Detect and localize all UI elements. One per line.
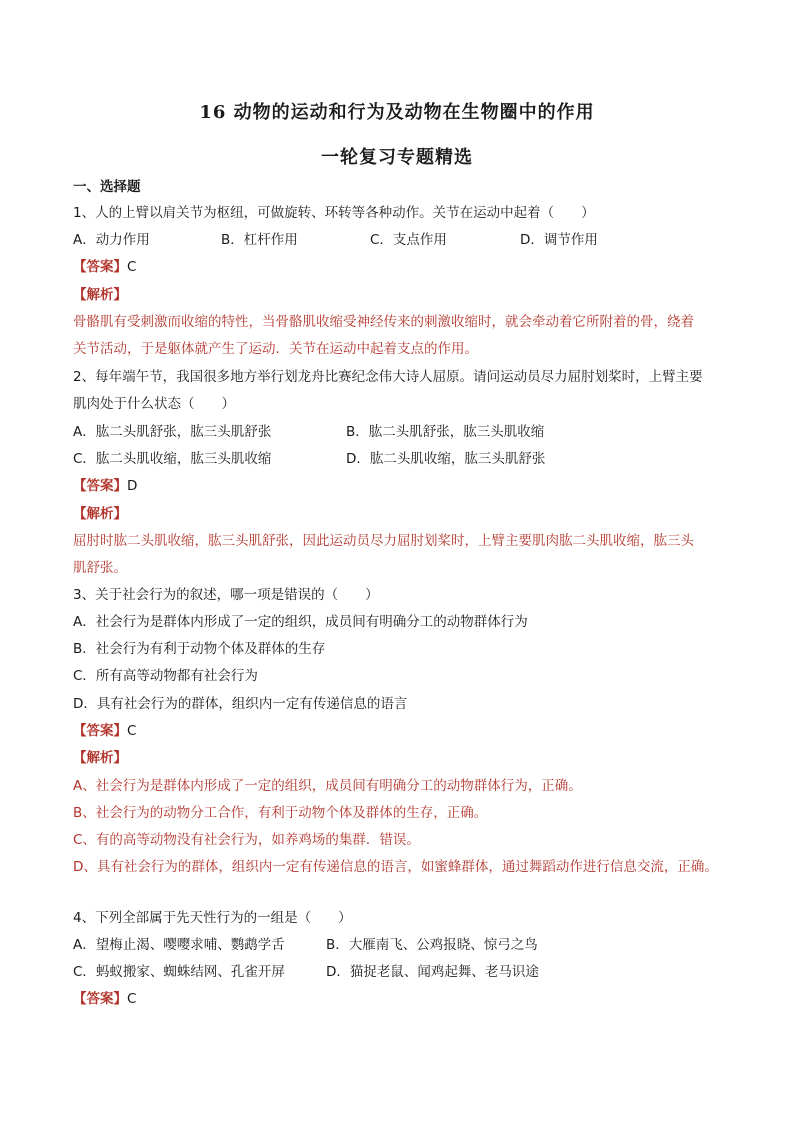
answer-tag: 【答案】	[73, 723, 127, 739]
question-1-option-b: B．杠杆作用	[221, 232, 298, 248]
question-2-analysis-line: 屈肘时肱二头肌收缩，肱三头肌舒张，因此运动员尽力屈肘划桨时，上臂主要肌肉肱二头肌收缩，肱三头	[73, 533, 694, 549]
question-4-answer	[73, 993, 136, 1007]
answer-tag: 【答案】	[73, 991, 127, 1007]
question-4-stem: 4、下列全部属于先天性行为的一组是（ ）	[73, 910, 352, 926]
question-2-analysis-tag: 【解析】	[73, 506, 127, 522]
document-title: 16 动物的运动和行为及动物在生物圈中的作用	[199, 102, 595, 123]
question-1-answer	[73, 261, 136, 275]
question-3-option-b: B．社会行为有利于动物个体及群体的生存	[73, 641, 326, 657]
question-3-option-c: C．所有高等动物都有社会行为	[73, 668, 258, 684]
question-3-analysis-line: B、社会行为的动物分工合作，有利于动物个体及群体的生存，正确。	[73, 805, 488, 821]
answer-value: D	[127, 478, 138, 494]
question-2-option-a: A．肱二头肌舒张，肱三头肌舒张	[73, 424, 272, 440]
question-4-option-b: B．大雁南飞、公鸡报晓、惊弓之鸟	[326, 937, 538, 953]
question-2-answer	[73, 480, 137, 494]
question-2-stem: 2、每年端午节，我国很多地方举行划龙舟比赛纪念伟大诗人屈原。请问运动员尽力屈肘划桨时，上臂主要	[73, 369, 703, 385]
question-3-stem: 3、关于社会行为的叙述，哪一项是错误的（ ）	[73, 587, 379, 603]
question-1-option-a: A．动力作用	[73, 232, 150, 248]
question-1-analysis-tag: 【解析】	[73, 287, 127, 303]
question-1-stem: 1、人的上臂以肩关节为枢纽，可做旋转、环转等各种动作。关节在运动中起着（ ）	[73, 205, 595, 221]
answer-value: C	[127, 723, 137, 739]
question-2-stem: 肌肉处于什么状态（ ）	[73, 396, 235, 412]
question-2-option-b: B．肱二头肌舒张，肱三头肌收缩	[346, 424, 545, 440]
answer-value: C	[127, 991, 137, 1007]
question-3-option-d: D．具有社会行为的群体，组织内一定有传递信息的语言	[73, 696, 408, 712]
question-3-answer	[73, 725, 136, 739]
question-2-analysis-line: 肌舒张。	[73, 560, 127, 576]
question-4-option-d: D．猫捉老鼠、闻鸡起舞、老马识途	[326, 964, 539, 980]
answer-value: C	[127, 259, 137, 275]
question-3-option-a: A．社会行为是群体内形成了一定的组织，成员间有明确分工的动物群体行为	[73, 614, 528, 630]
question-2-option-c: C．肱二头肌收缩，肱三头肌收缩	[73, 451, 272, 467]
question-3-analysis-tag: 【解析】	[73, 750, 127, 766]
question-3-analysis-line: D、具有社会行为的群体，组织内一定有传递信息的语言，如蜜蜂群体，通过舞蹈动作进行信息交流，正确。	[73, 859, 718, 875]
question-1-option-d: D．调节作用	[520, 232, 598, 248]
answer-tag: 【答案】	[73, 259, 127, 275]
document-subtitle: 一轮复习专题精选	[321, 147, 473, 168]
question-4-option-c: C．蚂蚁搬家、蜘蛛结网、孔雀开屏	[73, 964, 285, 980]
question-1-analysis-line: 关节活动，于是躯体就产生了运动．关节在运动中起着支点的作用。	[73, 341, 478, 357]
question-1-analysis-line: 骨骼肌有受刺激而收缩的特性，当骨骼肌收缩受神经传来的刺激收缩时，就会牵动着它所附着的骨，绕着	[73, 314, 694, 330]
section-heading: 一、选择题	[73, 179, 141, 195]
question-4-option-a: A．望梅止渴、嘤嘤求哺、鹦鹉学舌	[73, 937, 285, 953]
question-1-option-c: C．支点作用	[370, 232, 447, 248]
question-2-option-d: D．肱二头肌收缩，肱三头肌舒张	[346, 451, 546, 467]
question-3-analysis-line: C、有的高等动物没有社会行为，如养鸡场的集群．错误。	[73, 832, 420, 848]
question-3-analysis-line: A、社会行为是群体内形成了一定的组织，成员间有明确分工的动物群体行为，正确。	[73, 778, 582, 794]
answer-tag: 【答案】	[73, 478, 127, 494]
